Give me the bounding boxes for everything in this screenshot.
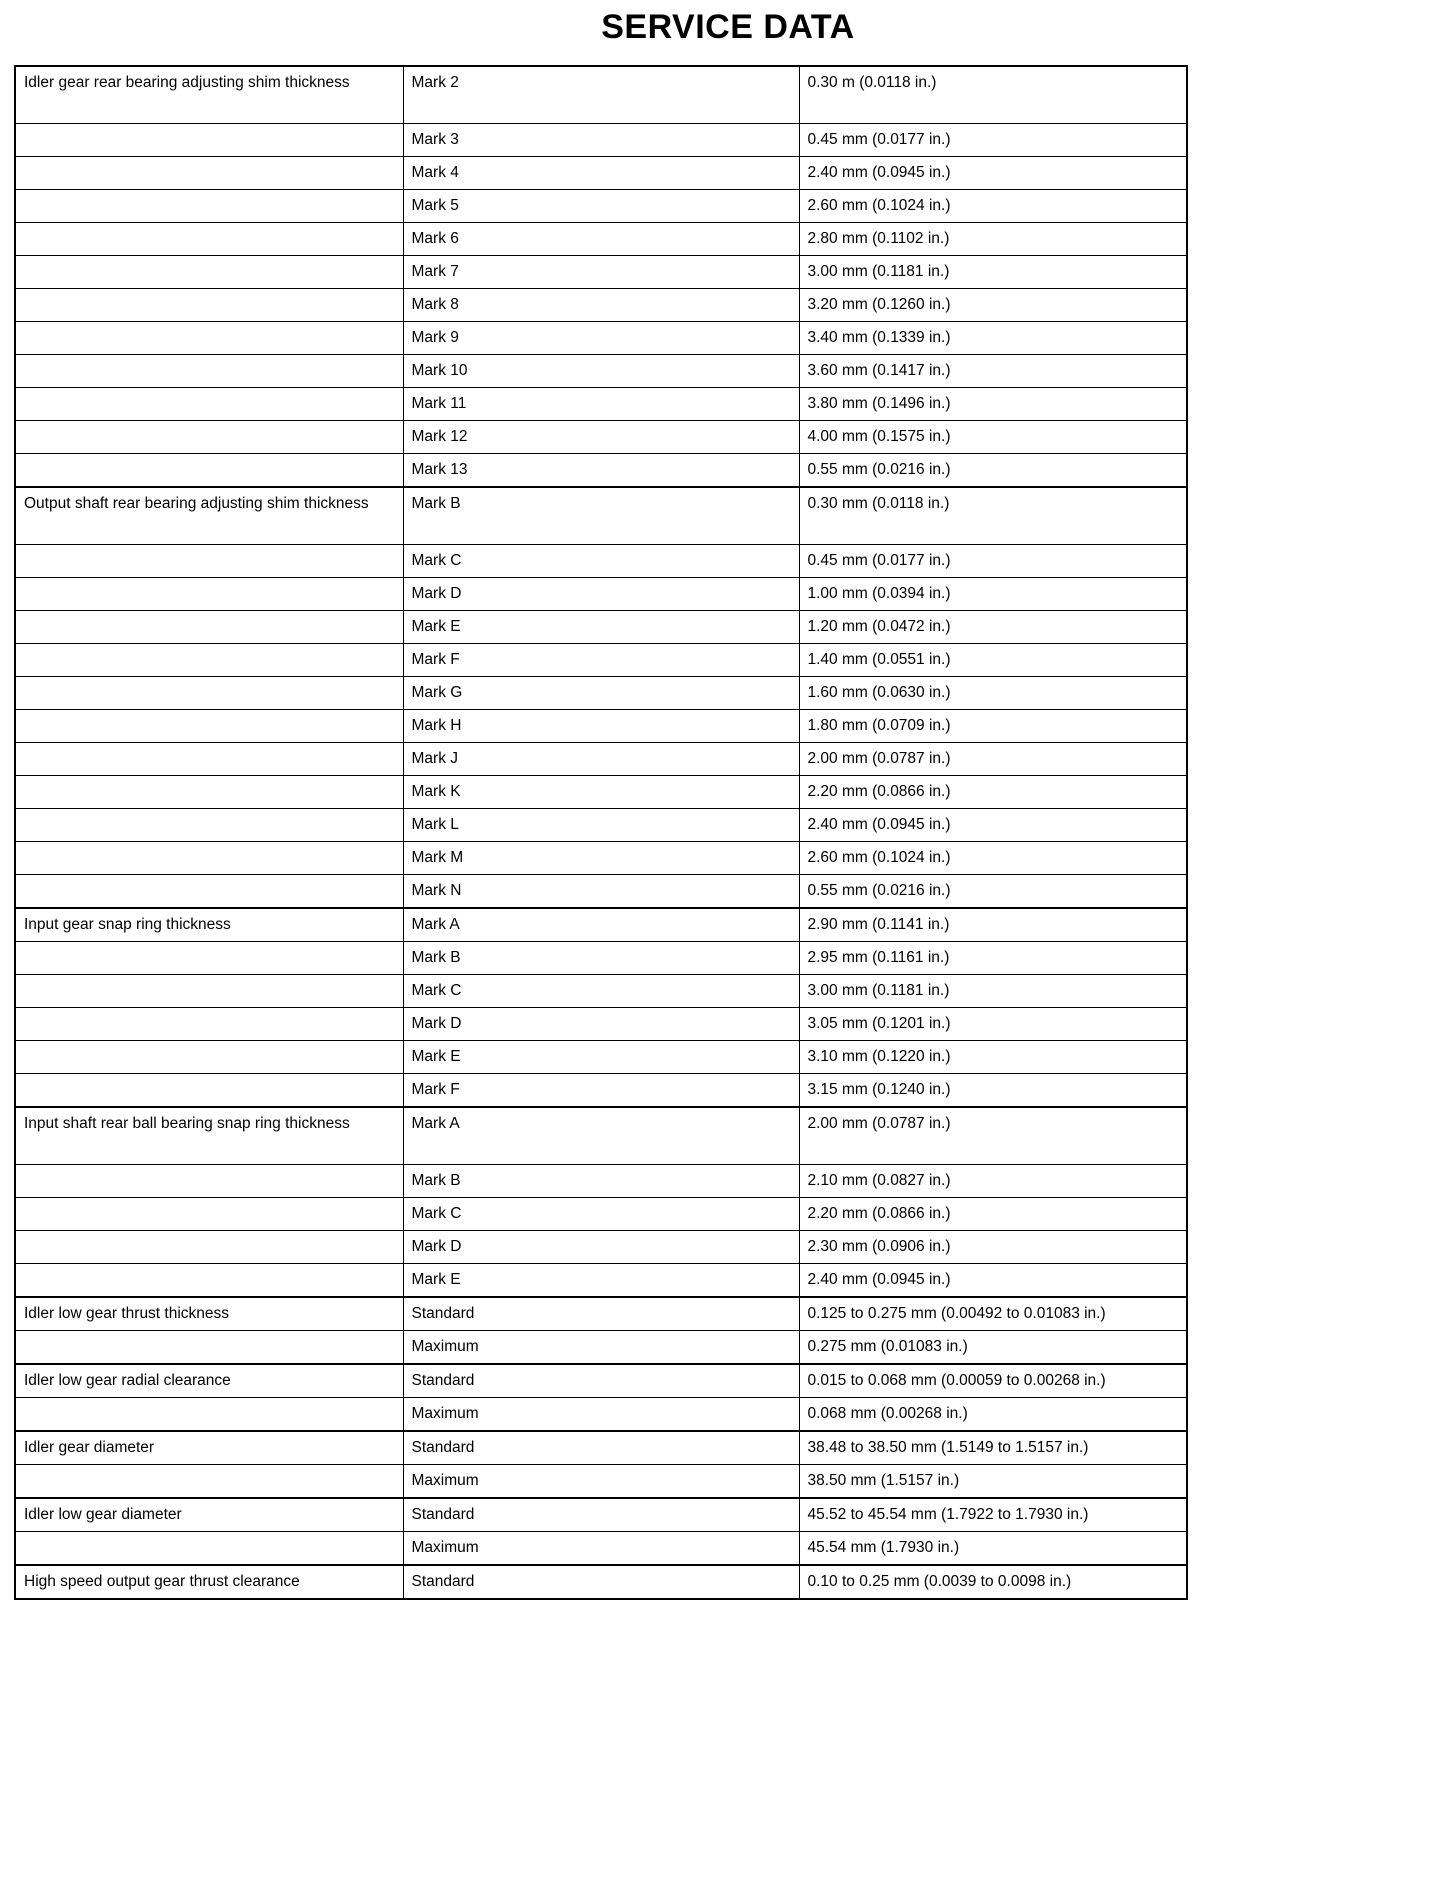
cell-value: 38.50 mm (1.5157 in.) — [799, 1465, 1187, 1499]
table-row — [15, 942, 1187, 975]
cell-value: 0.55 mm (0.0216 in.) — [799, 875, 1187, 909]
table-row — [15, 322, 1187, 355]
cell-value: 3.10 mm (0.1220 in.) — [799, 1041, 1187, 1074]
table-row — [15, 1498, 1187, 1532]
service-data-table — [14, 65, 1188, 1600]
cell-item — [15, 256, 403, 289]
cell-mark: Mark H — [403, 710, 799, 743]
cell-value: 2.40 mm (0.0945 in.) — [799, 157, 1187, 190]
table-row — [15, 875, 1187, 909]
cell-mark: Maximum — [403, 1465, 799, 1499]
service-data-page — [0, 8, 1456, 1600]
cell-item — [15, 1331, 403, 1365]
cell-mark: Maximum — [403, 1331, 799, 1365]
cell-value: 1.60 mm (0.0630 in.) — [799, 677, 1187, 710]
table-row — [15, 1431, 1187, 1465]
cell-value: 2.10 mm (0.0827 in.) — [799, 1165, 1187, 1198]
cell-value: 3.20 mm (0.1260 in.) — [799, 289, 1187, 322]
cell-item — [15, 157, 403, 190]
cell-mark: Mark J — [403, 743, 799, 776]
table-row — [15, 1198, 1187, 1231]
cell-mark: Mark E — [403, 1264, 799, 1298]
cell-value: 0.45 mm (0.0177 in.) — [799, 124, 1187, 157]
cell-mark: Mark B — [403, 942, 799, 975]
cell-mark: Mark 7 — [403, 256, 799, 289]
cell-value: 3.15 mm (0.1240 in.) — [799, 1074, 1187, 1108]
cell-item — [15, 1041, 403, 1074]
cell-item — [15, 322, 403, 355]
page-title: SERVICE DATA — [601, 8, 855, 46]
cell-mark: Mark 4 — [403, 157, 799, 190]
cell-item — [15, 1264, 403, 1298]
cell-item — [15, 545, 403, 578]
cell-value: 3.05 mm (0.1201 in.) — [799, 1008, 1187, 1041]
cell-value: 2.40 mm (0.0945 in.) — [799, 1264, 1187, 1298]
cell-mark: Mark B — [403, 1165, 799, 1198]
cell-mark: Standard — [403, 1364, 799, 1398]
cell-item — [15, 710, 403, 743]
cell-mark: Mark C — [403, 545, 799, 578]
cell-value: 2.60 mm (0.1024 in.) — [799, 190, 1187, 223]
cell-value: 3.60 mm (0.1417 in.) — [799, 355, 1187, 388]
table-row — [15, 710, 1187, 743]
cell-mark: Mark G — [403, 677, 799, 710]
cell-item — [15, 289, 403, 322]
cell-mark: Mark 11 — [403, 388, 799, 421]
cell-item — [15, 743, 403, 776]
cell-value: 2.20 mm (0.0866 in.) — [799, 776, 1187, 809]
table-row — [15, 611, 1187, 644]
cell-item — [15, 190, 403, 223]
cell-item: Idler low gear thrust thickness — [15, 1297, 403, 1331]
cell-item — [15, 454, 403, 488]
cell-item: Idler low gear diameter — [15, 1498, 403, 1532]
cell-mark: Mark 12 — [403, 421, 799, 454]
cell-mark: Mark N — [403, 875, 799, 909]
cell-item — [15, 975, 403, 1008]
cell-mark: Standard — [403, 1297, 799, 1331]
cell-item: Idler gear diameter — [15, 1431, 403, 1465]
cell-mark: Standard — [403, 1498, 799, 1532]
table-row — [15, 1364, 1187, 1398]
cell-mark: Mark B — [403, 487, 799, 545]
cell-item: Input shaft rear ball bearing snap ring thickness — [15, 1107, 403, 1165]
cell-item: Idler low gear radial clearance — [15, 1364, 403, 1398]
cell-item — [15, 1165, 403, 1198]
table-row — [15, 66, 1187, 124]
cell-item — [15, 875, 403, 909]
cell-mark: Mark C — [403, 1198, 799, 1231]
cell-value: 2.00 mm (0.0787 in.) — [799, 743, 1187, 776]
cell-value: 45.52 to 45.54 mm (1.7922 to 1.7930 in.) — [799, 1498, 1187, 1532]
cell-value: 1.80 mm (0.0709 in.) — [799, 710, 1187, 743]
cell-mark: Mark C — [403, 975, 799, 1008]
cell-mark: Maximum — [403, 1532, 799, 1566]
cell-value: 2.40 mm (0.0945 in.) — [799, 809, 1187, 842]
cell-mark: Standard — [403, 1565, 799, 1599]
cell-mark: Mark M — [403, 842, 799, 875]
cell-mark: Maximum — [403, 1398, 799, 1432]
cell-item: Idler gear rear bearing adjusting shim thickness — [15, 66, 403, 124]
cell-mark: Mark 3 — [403, 124, 799, 157]
cell-mark: Mark A — [403, 908, 799, 942]
cell-item — [15, 578, 403, 611]
table-row — [15, 1331, 1187, 1365]
cell-item — [15, 776, 403, 809]
cell-item — [15, 1008, 403, 1041]
cell-value: 2.20 mm (0.0866 in.) — [799, 1198, 1187, 1231]
cell-item: Output shaft rear bearing adjusting shim thickness — [15, 487, 403, 545]
cell-value: 1.20 mm (0.0472 in.) — [799, 611, 1187, 644]
table-row — [15, 1041, 1187, 1074]
cell-value: 2.00 mm (0.0787 in.) — [799, 1107, 1187, 1165]
table-row — [15, 1008, 1187, 1041]
cell-mark: Mark E — [403, 1041, 799, 1074]
cell-value: 2.60 mm (0.1024 in.) — [799, 842, 1187, 875]
cell-mark: Mark D — [403, 1008, 799, 1041]
cell-value: 0.55 mm (0.0216 in.) — [799, 454, 1187, 488]
cell-item — [15, 223, 403, 256]
cell-item — [15, 842, 403, 875]
cell-item — [15, 1198, 403, 1231]
table-row — [15, 743, 1187, 776]
table-row — [15, 975, 1187, 1008]
cell-mark: Mark F — [403, 1074, 799, 1108]
cell-value: 3.80 mm (0.1496 in.) — [799, 388, 1187, 421]
cell-item — [15, 1465, 403, 1499]
cell-value: 4.00 mm (0.1575 in.) — [799, 421, 1187, 454]
table-row — [15, 124, 1187, 157]
cell-item: High speed output gear thrust clearance — [15, 1565, 403, 1599]
cell-mark: Mark 2 — [403, 66, 799, 124]
cell-value: 1.00 mm (0.0394 in.) — [799, 578, 1187, 611]
table-row — [15, 256, 1187, 289]
cell-item — [15, 611, 403, 644]
cell-item — [15, 942, 403, 975]
cell-item — [15, 1398, 403, 1432]
table-row — [15, 1264, 1187, 1298]
cell-value: 38.48 to 38.50 mm (1.5149 to 1.5157 in.) — [799, 1431, 1187, 1465]
cell-mark: Standard — [403, 1431, 799, 1465]
cell-mark: Mark F — [403, 644, 799, 677]
cell-mark: Mark A — [403, 1107, 799, 1165]
table-row — [15, 1532, 1187, 1566]
cell-value: 2.95 mm (0.1161 in.) — [799, 942, 1187, 975]
cell-item — [15, 421, 403, 454]
table-row — [15, 223, 1187, 256]
cell-item — [15, 1532, 403, 1566]
cell-mark: Mark 13 — [403, 454, 799, 488]
table-row — [15, 809, 1187, 842]
table-row — [15, 677, 1187, 710]
table-row — [15, 1231, 1187, 1264]
cell-value: 0.30 m (0.0118 in.) — [799, 66, 1187, 124]
cell-value: 3.40 mm (0.1339 in.) — [799, 322, 1187, 355]
cell-value: 45.54 mm (1.7930 in.) — [799, 1532, 1187, 1566]
cell-item — [15, 677, 403, 710]
cell-value: 0.275 mm (0.01083 in.) — [799, 1331, 1187, 1365]
cell-value: 2.30 mm (0.0906 in.) — [799, 1231, 1187, 1264]
cell-value: 0.30 mm (0.0118 in.) — [799, 487, 1187, 545]
table-row — [15, 1398, 1187, 1432]
cell-mark: Mark E — [403, 611, 799, 644]
table-row — [15, 776, 1187, 809]
table-row — [15, 487, 1187, 545]
table-row — [15, 388, 1187, 421]
cell-value: 2.90 mm (0.1141 in.) — [799, 908, 1187, 942]
cell-item — [15, 355, 403, 388]
cell-value: 0.068 mm (0.00268 in.) — [799, 1398, 1187, 1432]
cell-value: 3.00 mm (0.1181 in.) — [799, 256, 1187, 289]
cell-item: Input gear snap ring thickness — [15, 908, 403, 942]
cell-item — [15, 644, 403, 677]
cell-mark: Mark 10 — [403, 355, 799, 388]
cell-item — [15, 124, 403, 157]
cell-value: 1.40 mm (0.0551 in.) — [799, 644, 1187, 677]
table-row — [15, 157, 1187, 190]
table-row — [15, 1107, 1187, 1165]
cell-mark: Mark 5 — [403, 190, 799, 223]
table-row — [15, 1165, 1187, 1198]
cell-mark: Mark 9 — [403, 322, 799, 355]
table-row — [15, 1565, 1187, 1599]
table-row — [15, 545, 1187, 578]
cell-mark: Mark 6 — [403, 223, 799, 256]
table-row — [15, 908, 1187, 942]
cell-mark: Mark 8 — [403, 289, 799, 322]
cell-mark: Mark D — [403, 578, 799, 611]
table-row — [15, 578, 1187, 611]
table-row — [15, 1074, 1187, 1108]
table-row — [15, 1465, 1187, 1499]
cell-item — [15, 388, 403, 421]
table-row — [15, 355, 1187, 388]
table-row — [15, 644, 1187, 677]
table-row — [15, 421, 1187, 454]
table-row — [15, 842, 1187, 875]
cell-value: 2.80 mm (0.1102 in.) — [799, 223, 1187, 256]
cell-value: 0.10 to 0.25 mm (0.0039 to 0.0098 in.) — [799, 1565, 1187, 1599]
cell-item — [15, 1074, 403, 1108]
cell-value: 3.00 mm (0.1181 in.) — [799, 975, 1187, 1008]
service-data-table-body — [15, 66, 1187, 1599]
cell-value: 0.45 mm (0.0177 in.) — [799, 545, 1187, 578]
cell-value: 0.125 to 0.275 mm (0.00492 to 0.01083 in.) — [799, 1297, 1187, 1331]
cell-mark: Mark D — [403, 1231, 799, 1264]
table-row — [15, 289, 1187, 322]
table-row — [15, 190, 1187, 223]
cell-value: 0.015 to 0.068 mm (0.00059 to 0.00268 in.) — [799, 1364, 1187, 1398]
cell-item — [15, 1231, 403, 1264]
cell-mark: Mark K — [403, 776, 799, 809]
cell-mark: Mark L — [403, 809, 799, 842]
table-row — [15, 454, 1187, 488]
table-row — [15, 1297, 1187, 1331]
cell-item — [15, 809, 403, 842]
